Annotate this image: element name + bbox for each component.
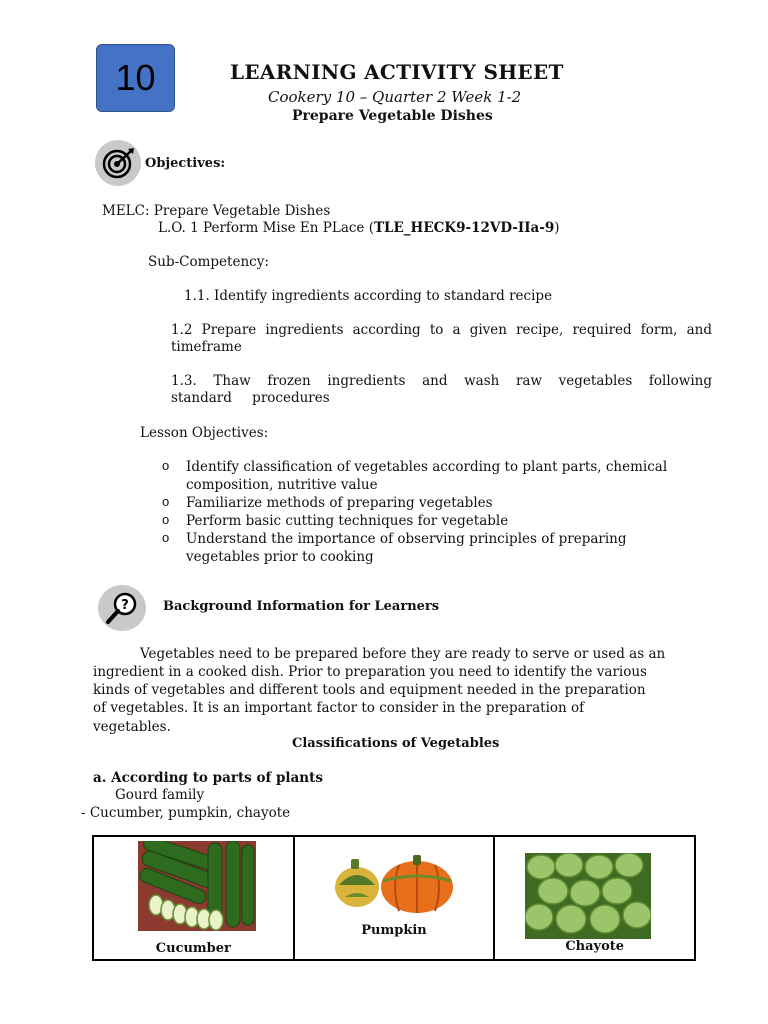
classifications-heading: Classifications of Vegetables bbox=[292, 736, 500, 751]
lesson-objective-text: Familiarize methods of preparing vegetables bbox=[186, 495, 493, 511]
svg-text:?: ? bbox=[121, 598, 129, 613]
page-title: LEARNING ACTIVITY SHEET bbox=[230, 60, 564, 84]
lo-suffix: ) bbox=[554, 220, 560, 236]
examples-line: - Cucumber, pumpkin, chayote bbox=[81, 805, 291, 821]
chayote-image bbox=[525, 853, 651, 939]
bullet-marker: o bbox=[162, 530, 170, 545]
lo-code: TLE_HECK9-12VD-IIa-9 bbox=[373, 220, 555, 236]
grade-badge: 10 bbox=[96, 44, 175, 112]
lesson-objective-text: Perform basic cutting techniques for vegetable bbox=[186, 513, 509, 529]
chayote-cell bbox=[495, 837, 694, 959]
paragraph-line: ingredient in a cooked dish. Prior to preparation you need to identify the various bbox=[93, 664, 647, 680]
sub-competency-label: Sub-Competency: bbox=[148, 254, 269, 270]
bullet-marker: o bbox=[162, 458, 170, 473]
target-icon bbox=[95, 140, 141, 186]
pumpkin-image bbox=[331, 845, 459, 915]
paragraph-line: kinds of vegetables and different tools and equipment needed in the preparation bbox=[93, 682, 646, 698]
lo-prefix: L.O. 1 Perform Mise En PLace ( bbox=[158, 220, 374, 236]
paragraph-line: vegetables. bbox=[93, 719, 171, 735]
question-magnifier-icon bbox=[98, 585, 146, 631]
sub-competency-item: 1.2 Prepare ingredients according to a given recipe, required form, and bbox=[171, 322, 712, 338]
sub-competency-item: timeframe bbox=[171, 339, 242, 355]
background-heading: Background Information for Learners bbox=[163, 599, 440, 614]
lo-line bbox=[158, 219, 560, 237]
objectives-heading: Objectives: bbox=[145, 156, 226, 171]
lesson-objective-text: Identify classification of vegetables according to plant parts, chemical bbox=[186, 459, 668, 475]
melc-line: MELC: Prepare Vegetable Dishes bbox=[102, 203, 331, 219]
sub-competency-item: standard procedures bbox=[171, 390, 330, 406]
page-topic: Prepare Vegetable Dishes bbox=[292, 108, 493, 124]
vegetable-table bbox=[92, 835, 696, 961]
page-subtitle: Cookery 10 – Quarter 2 Week 1-2 bbox=[268, 88, 522, 106]
cucumber-image bbox=[138, 841, 256, 931]
section-a-heading: a. According to parts of plants bbox=[93, 770, 323, 786]
vegetable-label: Pumpkin bbox=[361, 923, 427, 938]
family-label: Gourd family bbox=[115, 787, 205, 803]
paragraph-line: Vegetables need to be prepared before they are ready to serve or used as an bbox=[140, 646, 666, 662]
vegetable-label: Cucumber bbox=[155, 941, 231, 956]
sub-competency-item: 1.3. Thaw frozen ingredients and wash raw vegetables following bbox=[171, 373, 712, 389]
cucumber-cell bbox=[94, 837, 295, 959]
lesson-objective-text: Understand the importance of observing principles of preparing bbox=[186, 531, 627, 547]
bullet-marker: o bbox=[162, 512, 170, 527]
sub-competency-item: 1.1. Identify ingredients according to standard recipe bbox=[184, 288, 553, 304]
lesson-objective-text: vegetables prior to cooking bbox=[186, 549, 374, 565]
lesson-objective-text: composition, nutritive value bbox=[186, 477, 378, 493]
vegetable-label: Chayote bbox=[565, 939, 625, 954]
pumpkin-cell bbox=[295, 837, 496, 959]
lesson-objectives-label: Lesson Objectives: bbox=[140, 425, 269, 441]
paragraph-line: of vegetables. It is an important factor to consider in the preparation of bbox=[93, 700, 585, 716]
bullet-marker: o bbox=[162, 494, 170, 509]
